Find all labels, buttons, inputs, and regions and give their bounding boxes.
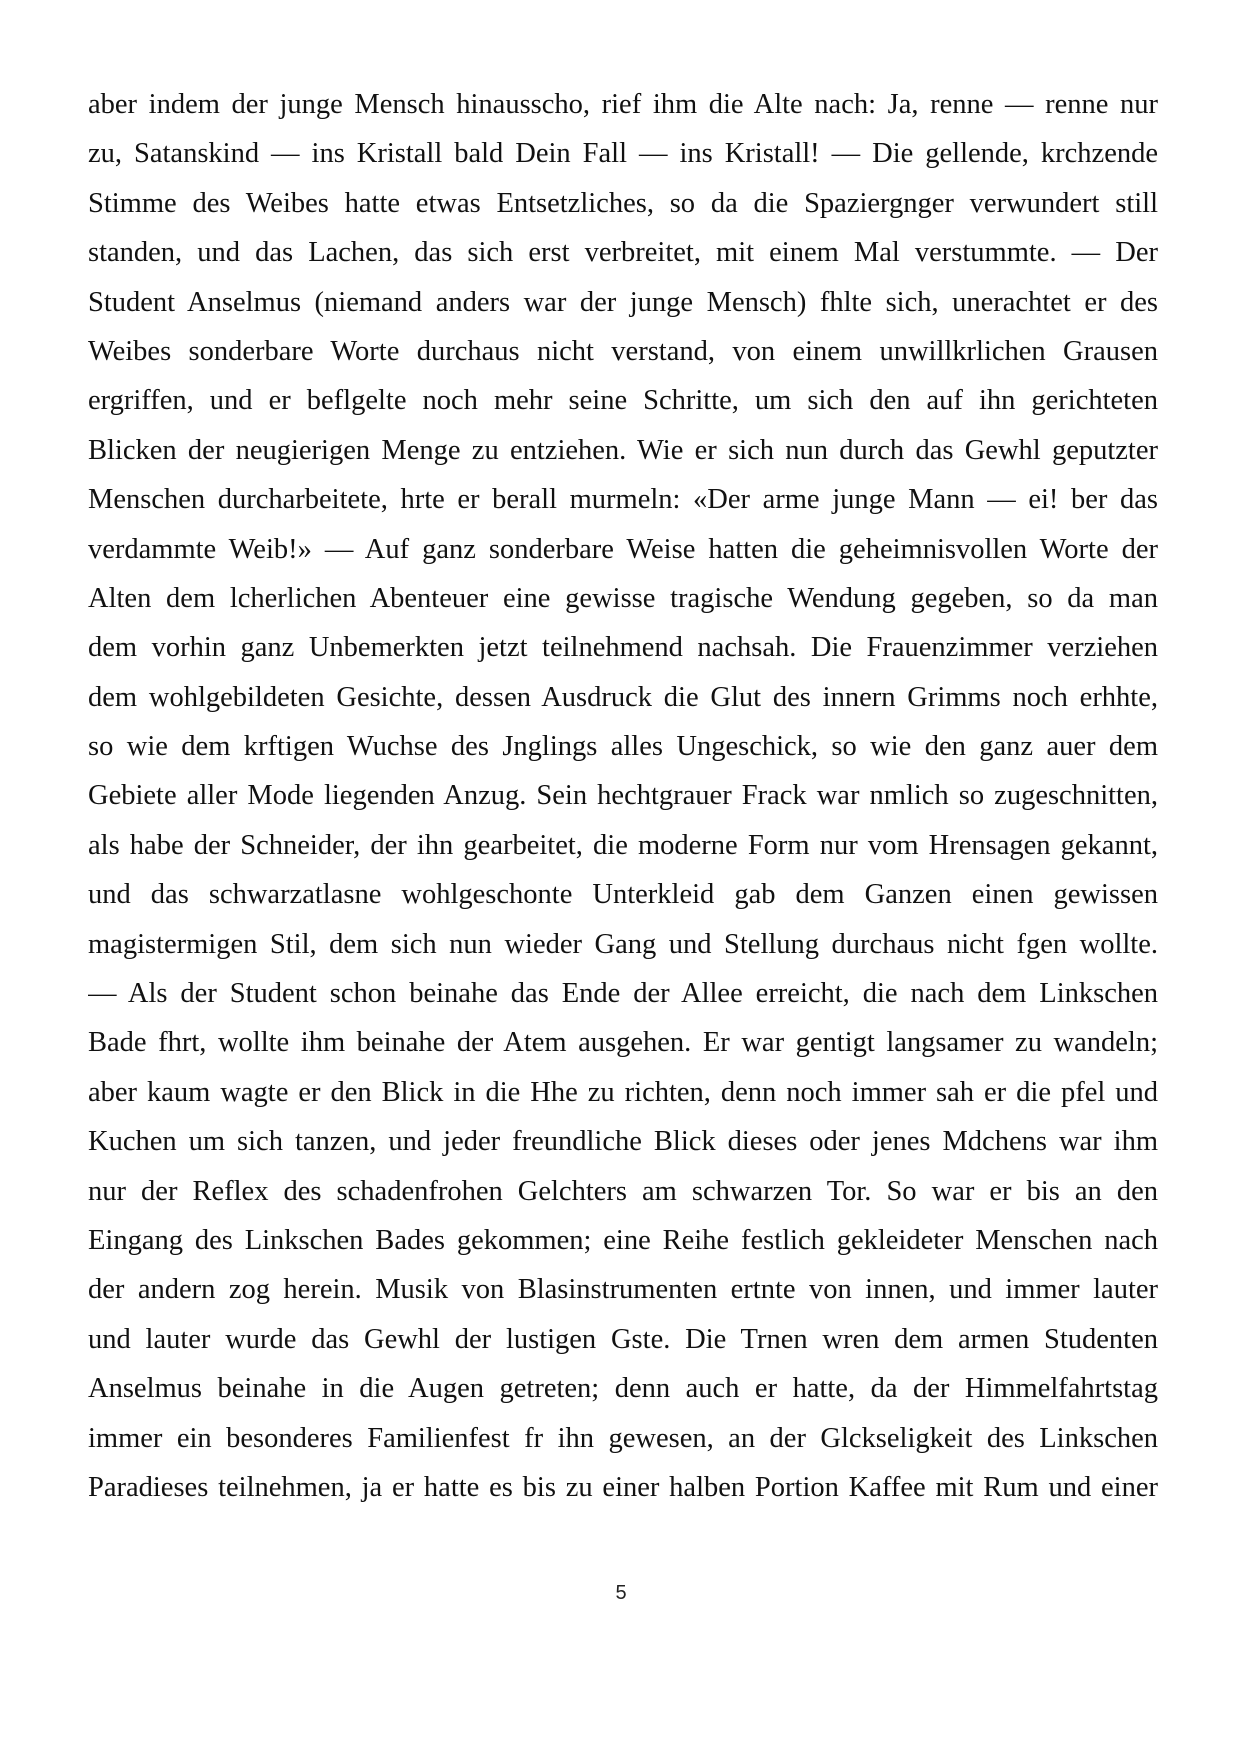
text-line: Anselmus beinahe in die Augen getreten; denn auch er hatte, da der Himmelfahrtstag bbox=[88, 1373, 1158, 1405]
text-line: aber indem der junge Mensch hinausscho, rief ihm die Alte nach: Ja, renne — renne nur bbox=[88, 89, 1158, 120]
text-line: und lauter wurde das Gewhl der lustigen Gste. Die Trnen wren dem armen Studenten bbox=[88, 1323, 1158, 1355]
text-line: Blicken der neugierigen Menge zu entziehen. Wie er sich nun durch das Gewhl geputzter bbox=[88, 434, 1158, 466]
text-line: Kuchen um sich tanzen, und jeder freundliche Blick dieses oder jenes Mdchens war ihm bbox=[88, 1126, 1158, 1158]
body-text bbox=[88, 80, 1158, 1512]
text-line: immer ein besonderes Familienfest fr ihn gewesen, an der Glckseligkeit des Linkschen bbox=[88, 1422, 1158, 1454]
text-line: standen, und das Lachen, das sich erst verbreitet, mit einem Mal verstummte. — Der bbox=[88, 237, 1158, 269]
text-line: magistermigen Stil, dem sich nun wieder Gang und Stellung durchaus nicht fgen wollte. bbox=[88, 928, 1158, 960]
text-line: Paradieses teilnehmen, ja er hatte es bis zu einer halben Portion Kaffee mit Rum und einer bbox=[88, 1471, 1158, 1503]
text-line: dem wohlgebildeten Gesichte, dessen Ausdruck die Glut des innern Grimms noch erhhte, bbox=[88, 681, 1158, 713]
text-line: ergriffen, und er beflgelte noch mehr seine Schritte, um sich den auf ihn gerichteten bbox=[88, 385, 1158, 417]
text-line: als habe der Schneider, der ihn gearbeitet, die moderne Form nur vom Hrensagen gekannt, bbox=[88, 829, 1158, 861]
text-line: Bade fhrt, wollte ihm beinahe der Atem ausgehen. Er war gentigt langsamer zu wandeln; bbox=[88, 1027, 1158, 1059]
text-line: Stimme des Weibes hatte etwas Entsetzliches, so da die Spaziergnger verwundert still bbox=[88, 187, 1158, 219]
text-line: Alten dem lcherlichen Abenteuer eine gewisse tragische Wendung gegeben, so da man bbox=[88, 582, 1158, 614]
text-line: Student Anselmus (niemand anders war der junge Mensch) fhlte sich, unerachtet er des bbox=[88, 286, 1158, 318]
text-line: dem vorhin ganz Unbemerkten jetzt teilnehmend nachsah. Die Frauenzimmer verziehen bbox=[88, 632, 1158, 664]
text-line: der andern zog herein. Musik von Blasinstrumenten ertnte von innen, und immer lauter bbox=[88, 1274, 1158, 1306]
text-line: Eingang des Linkschen Bades gekommen; eine Reihe festlich gekleideter Menschen nach bbox=[88, 1224, 1158, 1256]
page-number: 5 bbox=[615, 1582, 627, 1604]
text-line: Weibes sonderbare Worte durchaus nicht verstand, von einem unwillkrlichen Grausen bbox=[88, 335, 1158, 367]
text-line: Menschen durcharbeitete, hrte er berall murmeln: «Der arme junge Mann — ei! ber das bbox=[88, 484, 1158, 516]
text-line: nur der Reflex des schadenfrohen Gelchters am schwarzen Tor. So war er bis an den bbox=[88, 1175, 1158, 1207]
text-line: zu, Satanskind — ins Kristall bald Dein Fall — ins Kristall! — Die gellende, krchzende bbox=[88, 138, 1158, 170]
text-line: — Als der Student schon beinahe das Ende der Allee erreicht, die nach dem Linkschen bbox=[88, 978, 1158, 1010]
text-line: aber kaum wagte er den Blick in die Hhe zu richten, denn noch immer sah er die pfel und bbox=[88, 1076, 1158, 1108]
text-line: und das schwarzatlasne wohlgeschonte Unterkleid gab dem Ganzen einen gewissen bbox=[88, 879, 1158, 911]
text-line: Gebiete aller Mode liegenden Anzug. Sein hechtgrauer Frack war nmlich so zugeschnitten, bbox=[88, 780, 1158, 812]
text-line: verdammte Weib!» — Auf ganz sonderbare Weise hatten die geheimnisvollen Worte der bbox=[88, 533, 1158, 565]
text-line: so wie dem krftigen Wuchse des Jnglings alles Ungeschick, so wie den ganz auer dem bbox=[88, 731, 1158, 763]
